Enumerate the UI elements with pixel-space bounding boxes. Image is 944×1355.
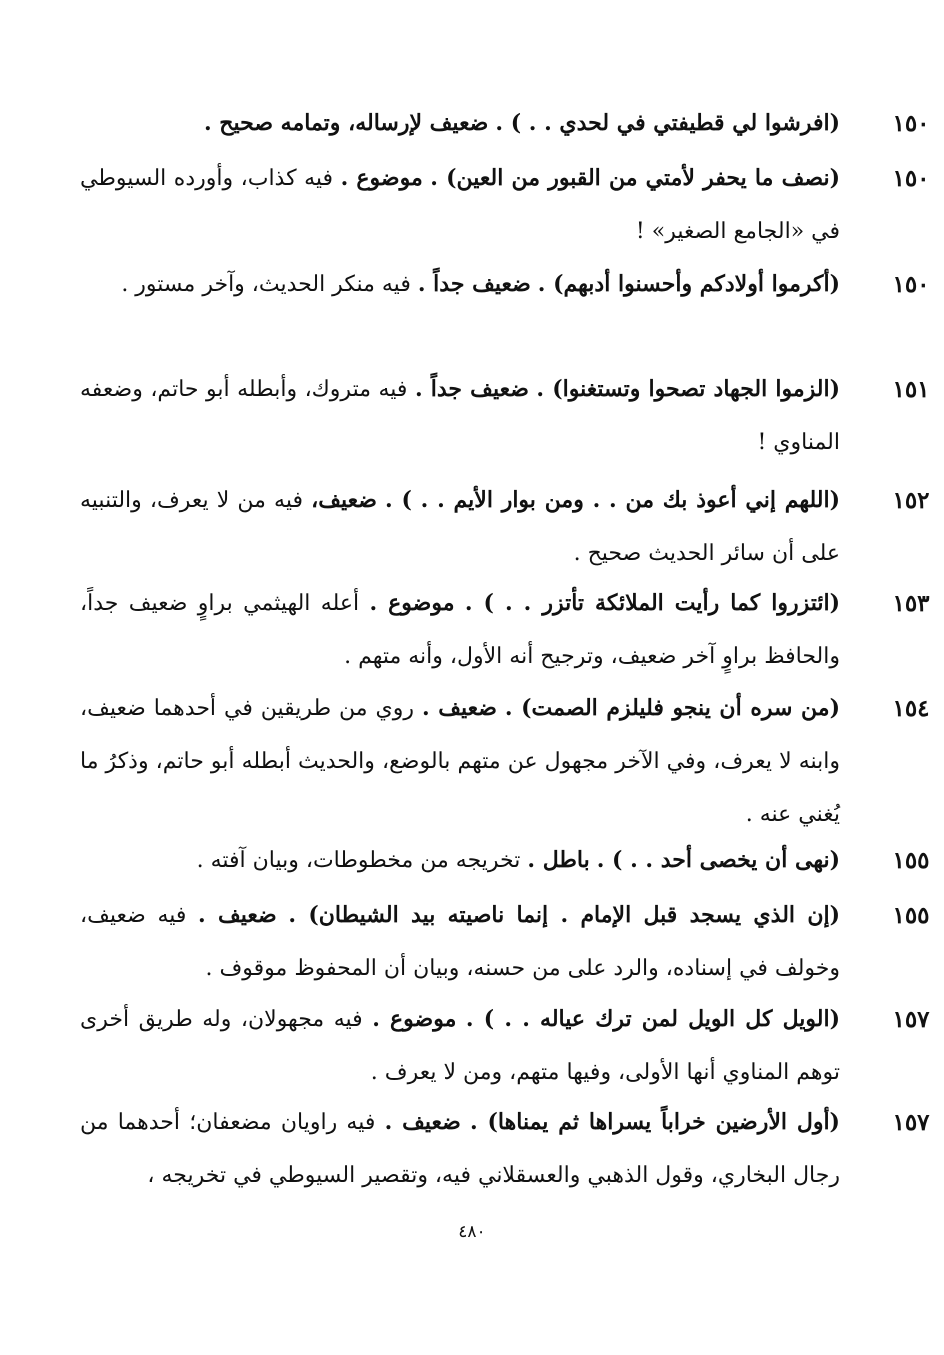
- entry-title: (إن الذي يسجد قبل الإمام . إنما ناصيته بيد الشيطان) .: [288, 902, 840, 928]
- entry-verdict: ضعيف .: [384, 1109, 461, 1135]
- entry-verdict: ضعيف .: [421, 695, 497, 721]
- entry-11: [80, 1096, 930, 1202]
- entry-number: ١٥١: [892, 376, 930, 403]
- entry-number: ١٥٧: [892, 1109, 930, 1136]
- entry-1: [80, 97, 930, 150]
- entry-6: [80, 577, 930, 683]
- entry-note: فيه متروك، وأبطله أبو حاتم، وضعفه المناوي !: [80, 377, 840, 455]
- entry-verdict: ضعيف،: [311, 487, 377, 513]
- entry-3: [80, 258, 930, 311]
- entry-number: ١٥٣: [892, 590, 930, 617]
- entry-number: ١٥٤: [892, 695, 930, 722]
- entry-title: (افرشوا لي قطيفتي في لحدي . . ) .: [495, 110, 840, 136]
- entry-number: ١٥٠: [892, 165, 930, 192]
- entry-text: [80, 577, 840, 683]
- entry-text: [80, 993, 840, 1099]
- entry-text: [80, 889, 840, 995]
- entry-title: (نهى أن يخصى أحد . . ) .: [596, 847, 840, 873]
- entry-note: تخريجه من مخطوطات، وبيان آفته .: [196, 848, 521, 873]
- entry-verdict: ضعيف .: [198, 902, 277, 928]
- entry-title: (أكرموا أولادكم وأحسنوا أدبهم) .: [537, 271, 840, 297]
- entry-number: ١٥٠: [892, 271, 930, 298]
- entry-5: [80, 474, 930, 580]
- entry-8: [80, 834, 930, 887]
- entry-note: روي من طريقين في أحدهما ضعيف، وابنه لا يعرف، وفي الآخر مجهول عن متهم بالوضع، والحديث أبطله أبو حاتم، وذكرُ ما يُغني عنه .: [80, 696, 840, 827]
- entry-note: فيه مجهولان، وله طريق أخرى توهم المناوي أنها الأولى، وفيها متهم، ومن لا يعرف .: [80, 1007, 840, 1085]
- entry-number: ١٥٥: [892, 847, 930, 874]
- entry-text: [80, 152, 840, 258]
- entry-text: [80, 474, 840, 580]
- entry-note: فيه راويان مضعفان؛ أحدهما من رجال البخاري، وقول الذهبي والعسقلاني فيه، وتقصير السيوطي في تخريجه ،: [80, 1110, 840, 1188]
- entry-4: [80, 363, 930, 469]
- entry-verdict: موضوع .: [372, 1006, 457, 1032]
- entry-number: ١٥٥: [892, 902, 930, 929]
- entry-title: (أول الأرضين خراباً يسراها ثم يمناها) .: [470, 1109, 840, 1135]
- entry-number: ١٥٠: [892, 110, 930, 137]
- entry-verdict: ضعيف جداً .: [414, 376, 529, 402]
- entry-note: فيه من لا يعرف، والتنبيه على أن سائر الحديث صحيح .: [80, 488, 840, 566]
- entry-text: [80, 682, 840, 841]
- entry-verdict: باطل .: [527, 847, 590, 873]
- entry-title: (الزموا الجهاد تصحوا وتستغنوا) .: [536, 376, 840, 402]
- entry-number: ١٥٢: [892, 487, 930, 514]
- entry-verdict: موضوع .: [340, 165, 423, 191]
- entry-10: [80, 993, 930, 1099]
- entry-verdict: ضعيف جداً .: [417, 271, 531, 297]
- entry-text: [80, 363, 840, 469]
- entry-verdict: ضعيف لإرساله، وتمامه صحيح .: [203, 110, 489, 136]
- entry-number: ١٥٧: [892, 1006, 930, 1033]
- entry-text: [80, 258, 840, 311]
- entry-7: [80, 682, 930, 841]
- entry-title: (اللهم إني أعوذ بك من . . ومن بوار الأيم . . ) .: [385, 487, 840, 513]
- entry-verdict: موضوع .: [369, 590, 455, 616]
- entry-note: فيه كذاب، وأورده السيوطي في «الجامع الصغير» !: [80, 166, 840, 244]
- entry-note: فيه منكر الحديث، وآخر مستور .: [121, 272, 411, 297]
- entry-title: (الويل كل الويل لمن ترك عياله . . ) .: [465, 1006, 840, 1032]
- entry-note: أعله الهيثمي براوٍ ضعيف جداً، والحافظ براوٍ آخر ضعيف، وترجيح أنه الأول، وأنه متهم .: [80, 591, 840, 669]
- entry-note: فيه ضعيف، وخولف في إسناده، والرد على من حسنه، وبيان أن المحفوظ موقوف .: [80, 903, 840, 981]
- entry-9: [80, 889, 930, 995]
- entry-text: [80, 834, 840, 887]
- entry-text: [80, 97, 840, 150]
- entry-title: (نصف ما يحفر لأمتي من القبور من العين) .: [430, 165, 840, 191]
- entry-text: [80, 1096, 840, 1202]
- entry-2: [80, 152, 930, 258]
- entry-title: (من سره أن ينجو فليلزم الصمت) .: [504, 695, 840, 721]
- entry-title: (ائتزروا كما رأيت الملائكة تأتزر . . ) .: [464, 590, 840, 616]
- page-number: ٤٨٠: [458, 1222, 486, 1242]
